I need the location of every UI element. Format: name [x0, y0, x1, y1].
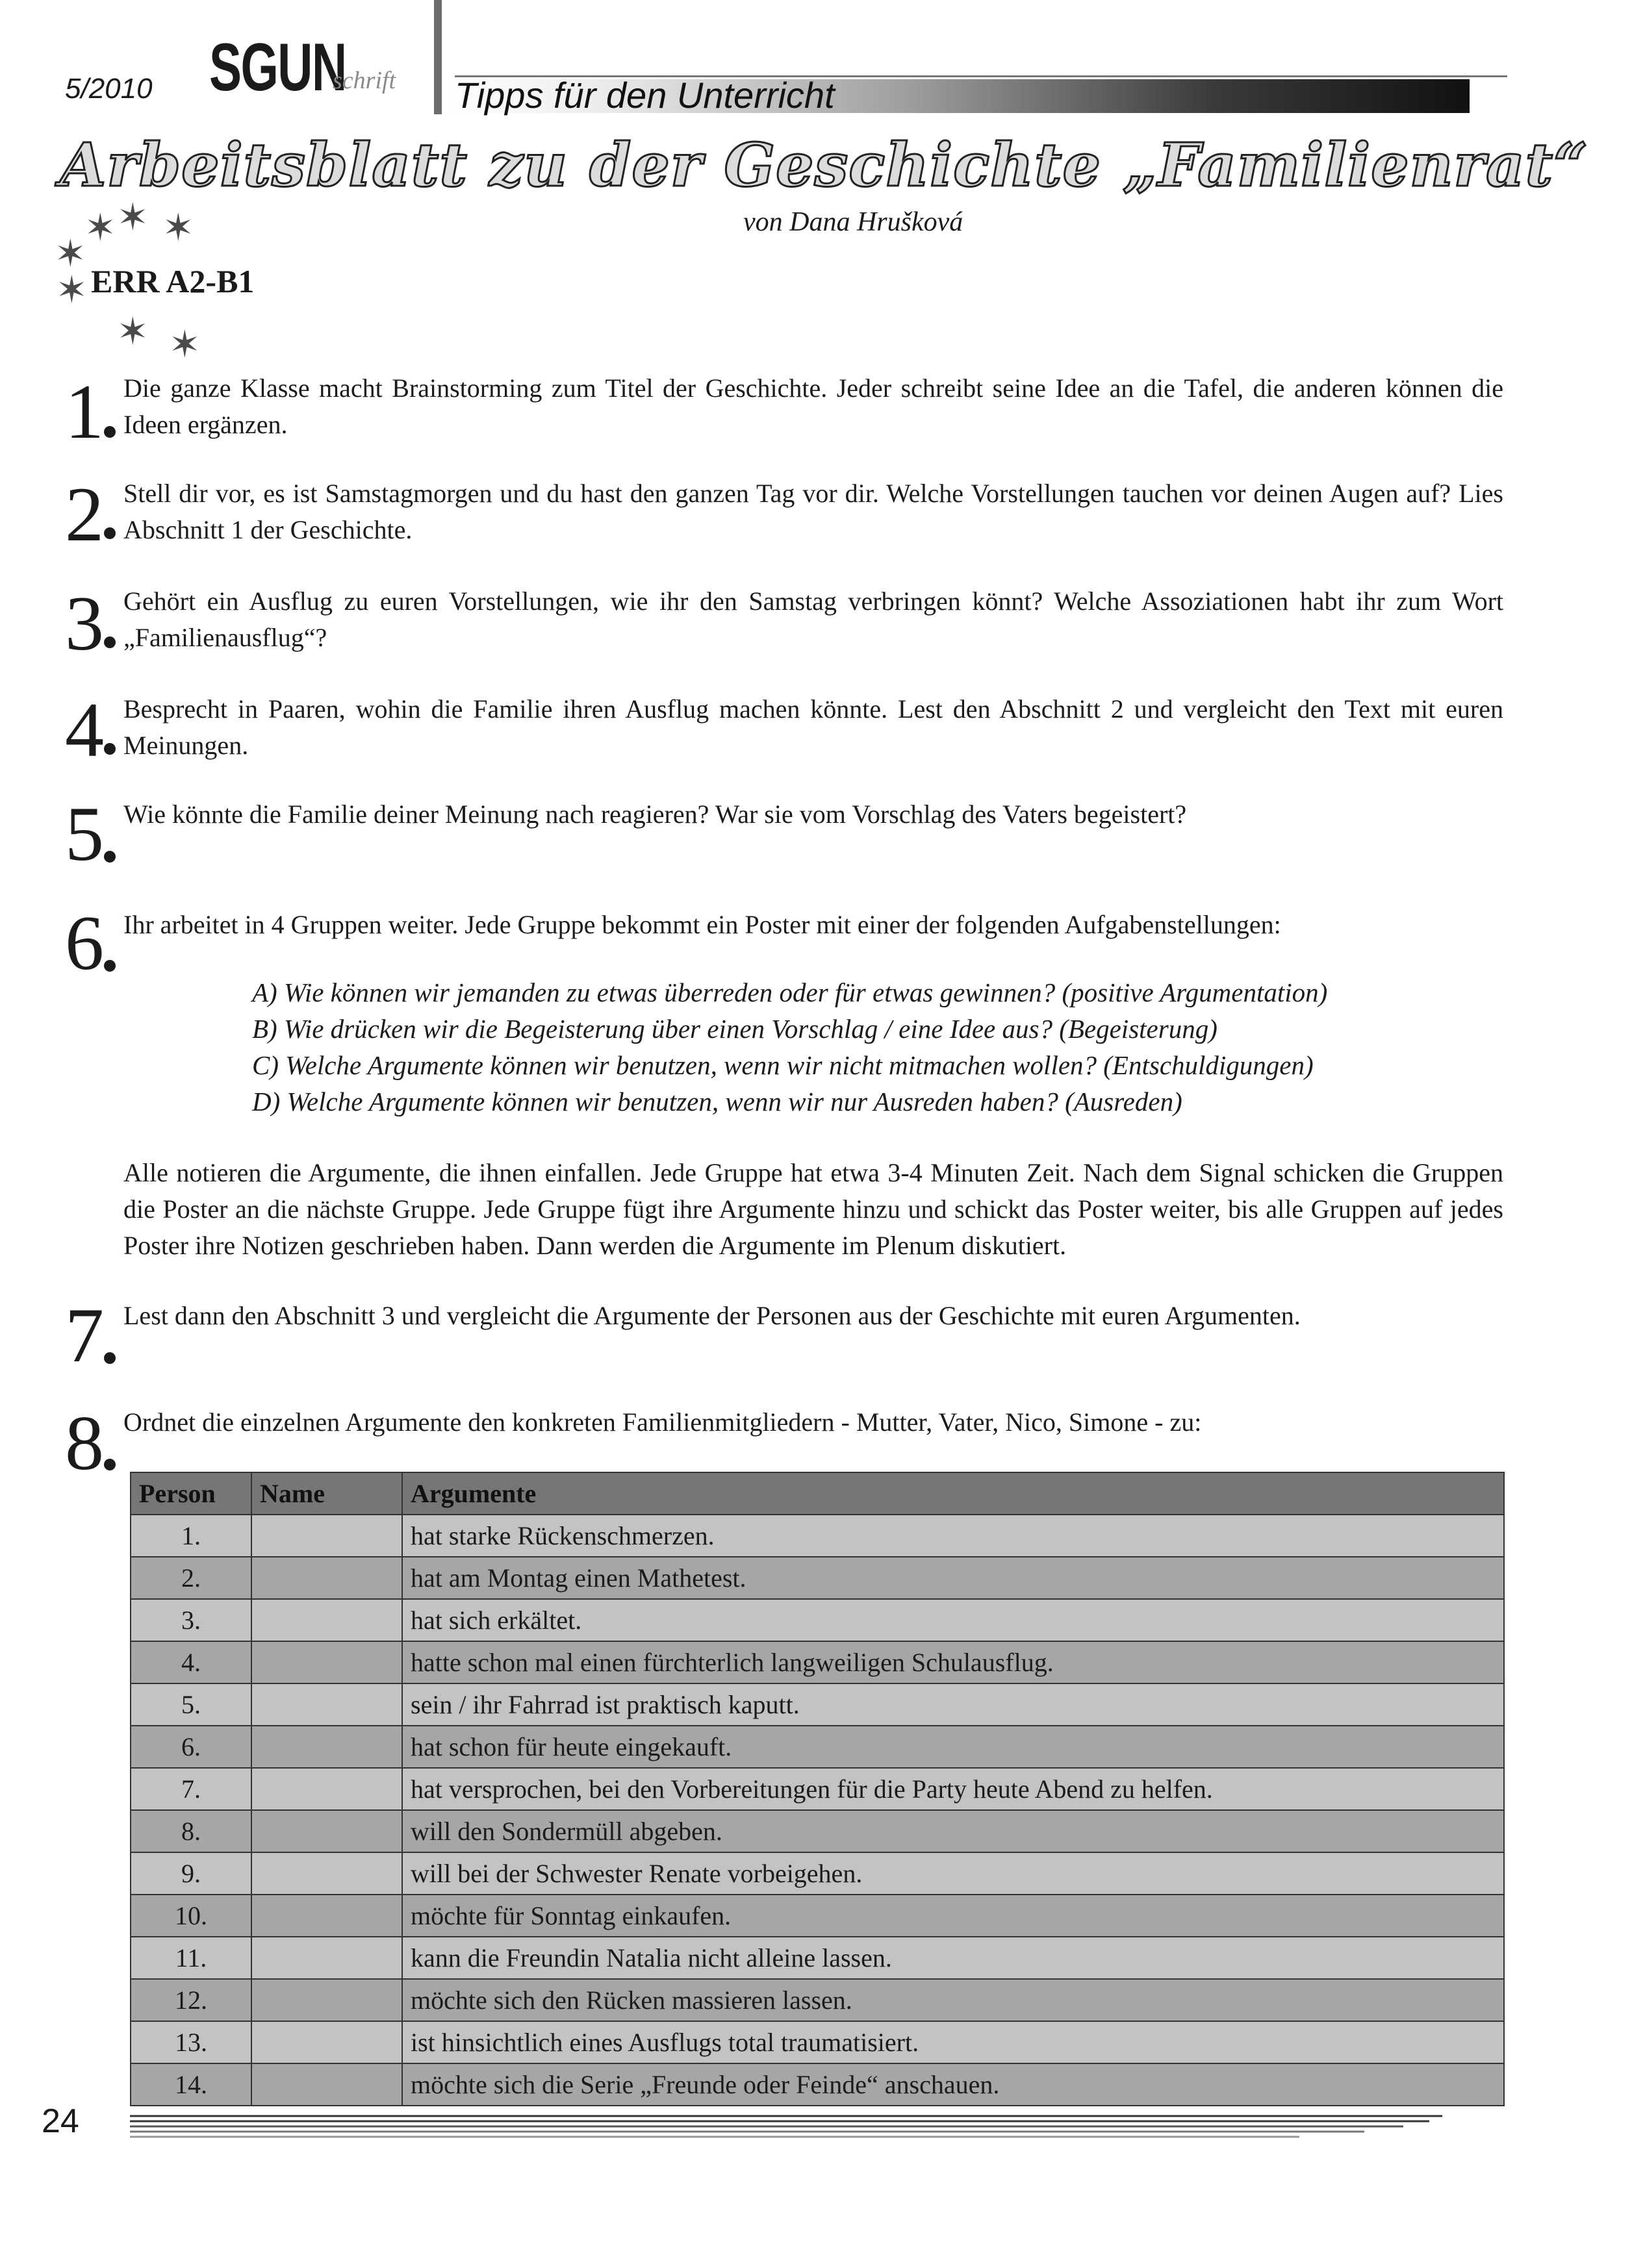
task-text: Gehört ein Ausflug zu euren Vorstellungen, wie ihr den Samstag verbringen könnt? Welche Assoziationen habt ihr zum Wort „Familienausflug“? — [123, 586, 1503, 652]
task-number: 5 — [65, 790, 104, 877]
person-cell: 1. — [131, 1515, 251, 1557]
task-number: 3 — [65, 580, 104, 666]
argument-cell: will bei der Schwester Renate vorbeigehen. — [402, 1852, 1504, 1895]
task-text: Die ganze Klasse macht Brainstorming zum Titel der Geschichte. Jeder schreibt seine Idee an die Tafel, die anderen können die Ideen ergänzen. — [123, 373, 1503, 439]
name-cell — [251, 1641, 402, 1683]
name-cell — [251, 1557, 402, 1599]
argument-cell: sein / ihr Fahrrad ist praktisch kaputt. — [402, 1683, 1504, 1726]
argument-cell: hatte schon mal einen fürchterlich langweiligen Schulausflug. — [402, 1641, 1504, 1683]
person-cell: 13. — [131, 2021, 251, 2063]
page-number: 24 — [42, 2102, 79, 2140]
person-cell: 4. — [131, 1641, 251, 1683]
table-row — [131, 1599, 1504, 1641]
task-bullet — [104, 527, 116, 539]
task-number: 2 — [65, 471, 104, 557]
subitem: A) Wie können wir jemanden zu etwas überreden oder für etwas gewinnen? (positive Argumentation) — [252, 977, 1328, 1007]
argument-cell: hat am Montag einen Mathetest. — [402, 1557, 1504, 1599]
task-number: 8 — [65, 1400, 104, 1486]
person-cell: 8. — [131, 1810, 251, 1852]
task-text: Besprecht in Paaren, wohin die Familie ihren Ausflug machen könnte. Lest den Abschnitt 2 und vergleicht den Text mit euren Meinungen. — [123, 694, 1503, 760]
task-number: 4 — [65, 687, 104, 773]
arguments-table — [130, 1472, 1505, 2106]
task-bullet — [104, 1459, 116, 1470]
person-cell: 14. — [131, 2063, 251, 2106]
table-row — [131, 2021, 1504, 2063]
header-divider — [434, 0, 442, 114]
task-number: 6 — [65, 900, 104, 986]
argument-cell: hat versprochen, bei den Vorbereitungen für die Party heute Abend zu helfen. — [402, 1768, 1504, 1810]
star-icon: ✶ — [117, 195, 149, 239]
person-cell: 12. — [131, 1979, 251, 2021]
name-cell — [251, 1515, 402, 1557]
name-cell — [251, 1895, 402, 1937]
subitem: C) Welche Argumente können wir benutzen, wenn wir nicht mitmachen wollen? (Entschuldigungen) — [252, 1050, 1314, 1080]
table-row — [131, 2063, 1504, 2106]
task-bullet — [104, 636, 116, 648]
name-cell — [251, 1979, 402, 2021]
name-cell — [251, 1810, 402, 1852]
star-icon: ✶ — [117, 309, 149, 353]
issue-label: 5/2010 — [65, 73, 153, 105]
column-header-person: Person — [131, 1472, 251, 1515]
table-header-row — [131, 1472, 1504, 1515]
logo-main: SGUN — [209, 30, 346, 105]
worksheet-title: Arbeitsblatt zu der Geschichte „Familienrat“ — [60, 130, 1589, 200]
task6-paragraph: Alle notieren die Argumente, die ihnen einfallen. Jede Gruppe hat etwa 3-4 Minuten Zeit. Nach dem Signal schicken die Gruppen die Poster an die nächste Gruppe. Jede Gruppe fügt ihre Argumente hinzu und schickt das Poster weiter, bis alle Gruppen auf jedes Poster ihre Notizen geschrieben haben. Dann werden die Argumente im Plenum diskutiert. — [123, 1158, 1503, 1260]
name-cell — [251, 2063, 402, 2106]
task-number: 7 — [65, 1292, 104, 1378]
star-icon: ✶ — [84, 205, 116, 249]
person-cell: 2. — [131, 1557, 251, 1599]
star-icon: ✶ — [56, 268, 88, 312]
task-text: Ihr arbeitet in 4 Gruppen weiter. Jede Gruppe bekommt ein Poster mit einer der folgenden Aufgabenstellungen: — [123, 910, 1281, 939]
table-row — [131, 1641, 1504, 1683]
argument-cell: ist hinsichtlich eines Ausflugs total traumatisiert. — [402, 2021, 1504, 2063]
task-bullet — [104, 1352, 116, 1364]
magazine-logo — [209, 29, 399, 107]
task-bullet — [104, 426, 116, 438]
star-icon: ✶ — [162, 205, 194, 249]
person-cell: 9. — [131, 1852, 251, 1895]
argument-cell: kann die Freundin Natalia nicht alleine lassen. — [402, 1937, 1504, 1979]
task-text: Lest dann den Abschnitt 3 und vergleicht die Argumente der Personen aus der Geschichte mit euren Argumenten. — [123, 1301, 1301, 1330]
argument-cell: hat schon für heute eingekauft. — [402, 1726, 1504, 1768]
table-row — [131, 1979, 1504, 2021]
table-row — [131, 1515, 1504, 1557]
author-line: von Dana Hrušková — [743, 207, 963, 237]
name-cell — [251, 1852, 402, 1895]
argument-cell: hat sich erkältet. — [402, 1599, 1504, 1641]
person-cell: 6. — [131, 1726, 251, 1768]
task-text: Stell dir vor, es ist Samstagmorgen und du hast den ganzen Tag vor dir. Welche Vorstellungen tauchen vor deinen Augen auf? Lies Abschnitt 1 der Geschichte. — [123, 479, 1503, 544]
name-cell — [251, 1768, 402, 1810]
task-bullet — [104, 851, 116, 863]
table-row — [131, 1810, 1504, 1852]
person-cell: 5. — [131, 1683, 251, 1726]
argument-cell: möchte sich den Rücken massieren lassen. — [402, 1979, 1504, 2021]
level-badge: ERR A2-B1 — [91, 263, 255, 299]
subitem: D) Welche Argumente können wir benutzen, wenn wir nur Ausreden haben? (Ausreden) — [252, 1087, 1182, 1116]
table-row — [131, 1895, 1504, 1937]
name-cell — [251, 1599, 402, 1641]
person-cell: 7. — [131, 1768, 251, 1810]
column-header-argumente: Argumente — [402, 1472, 1504, 1515]
task-bullet — [104, 960, 116, 972]
column-header-name: Name — [251, 1472, 402, 1515]
person-cell: 3. — [131, 1599, 251, 1641]
star-icon: ✶ — [55, 231, 86, 275]
argument-cell: möchte sich die Serie „Freunde oder Feinde“ anschauen. — [402, 2063, 1504, 2106]
name-cell — [251, 1683, 402, 1726]
task-text: Wie könnte die Familie deiner Meinung nach reagieren? War sie vom Vorschlag des Vaters begeistert? — [123, 800, 1187, 829]
footer-rule — [130, 2113, 1442, 2139]
task-number: 1 — [65, 368, 104, 455]
task6-subitems — [252, 974, 1327, 1120]
table-row — [131, 1937, 1504, 1979]
table-row — [131, 1852, 1504, 1895]
name-cell — [251, 2021, 402, 2063]
table-row — [131, 1768, 1504, 1810]
task-bullet — [104, 743, 116, 755]
star-icon: ✶ — [169, 322, 201, 366]
person-cell: 10. — [131, 1895, 251, 1937]
argument-cell: hat starke Rückenschmerzen. — [402, 1515, 1504, 1557]
table-body — [131, 1515, 1504, 2106]
name-cell — [251, 1937, 402, 1979]
section-title: Tipps für den Unterricht — [455, 75, 835, 116]
subitem: B) Wie drücken wir die Begeisterung über einen Vorschlag / eine Idee aus? (Begeisterung) — [252, 1014, 1218, 1044]
table-row — [131, 1683, 1504, 1726]
task-text: Ordnet die einzelnen Argumente den konkreten Familienmitgliedern - Mutter, Vater, Nico, Simone - zu: — [123, 1407, 1202, 1437]
table-row — [131, 1557, 1504, 1599]
table-row — [131, 1726, 1504, 1768]
person-cell: 11. — [131, 1937, 251, 1979]
logo-sub: schrift — [333, 67, 396, 94]
argument-cell: möchte für Sonntag einkaufen. — [402, 1895, 1504, 1937]
argument-cell: will den Sondermüll abgeben. — [402, 1810, 1504, 1852]
name-cell — [251, 1726, 402, 1768]
